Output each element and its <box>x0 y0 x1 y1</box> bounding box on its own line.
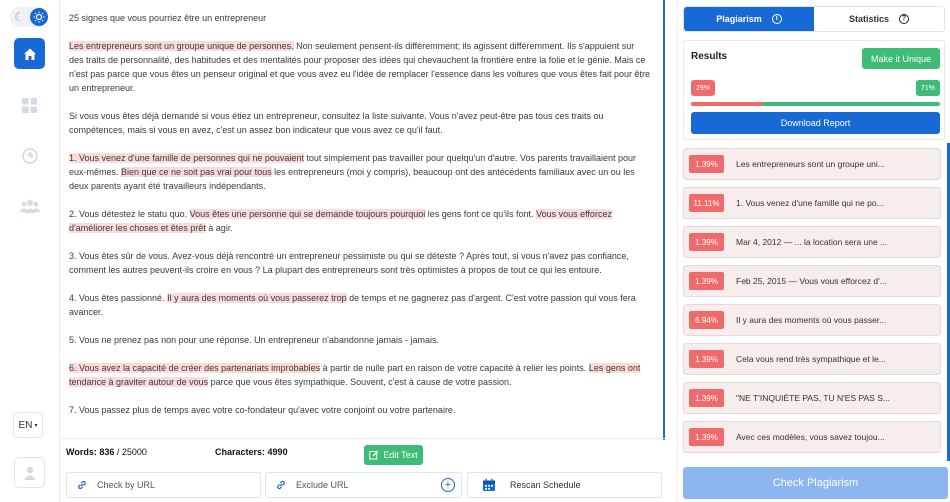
editor-paragraph <box>69 333 651 347</box>
document-body <box>69 39 651 417</box>
exclude-url-field[interactable] <box>265 472 462 498</box>
match-item[interactable] <box>683 226 941 258</box>
theme-toggle[interactable] <box>10 7 48 27</box>
match-percent-badge: 1.39% <box>689 389 724 407</box>
highlighted-match-text[interactable]: Les entrepreneurs sont un groupe unique de personnes. <box>69 41 294 51</box>
match-percent-badge: 11.11% <box>689 194 724 212</box>
match-snippet: Les entrepreneurs sont un groupe uni... <box>736 159 885 169</box>
highlighted-match-text[interactable]: 1. Vous venez d'une famille de personnes qui ne pouvaient <box>69 153 304 163</box>
panel-divider <box>677 0 678 502</box>
highlighted-match-text[interactable]: Vous êtes une personne qui se demande toujours pourquoi <box>189 209 426 219</box>
nav-home-button[interactable] <box>14 38 45 69</box>
text-editor[interactable] <box>61 0 665 440</box>
editor-content[interactable] <box>61 0 663 417</box>
download-report-button[interactable]: Download Report <box>691 112 940 134</box>
sun-icon <box>30 8 48 26</box>
editor-paragraph <box>69 109 651 137</box>
check-by-url-input[interactable] <box>97 480 237 490</box>
document-title: 25 signes que vous pourriez être un entrepreneur <box>69 13 267 23</box>
unique-bar-fill <box>763 102 940 106</box>
info-icon[interactable]: i <box>772 14 782 24</box>
add-exclude-url-icon[interactable]: + <box>441 478 455 492</box>
word-count <box>66 447 147 457</box>
editor-paragraph <box>69 207 651 235</box>
nav-history-button[interactable] <box>14 140 45 171</box>
link-icon <box>67 479 97 491</box>
edit-icon <box>369 450 379 460</box>
rescan-schedule-label: Rescan Schedule <box>510 480 581 490</box>
plagiarism-bar <box>691 102 940 106</box>
editor-paragraph <box>69 39 651 95</box>
match-snippet: Cela vous rend très sympathique et le... <box>736 354 886 364</box>
language-label: EN <box>18 419 33 431</box>
match-snippet: "NE T'INQUIÈTE PAS, TU N'ES PAS S... <box>736 393 890 403</box>
plagiarism-percent-badge: 29% <box>691 80 715 96</box>
make-it-unique-button[interactable]: Make it Unique <box>862 48 940 69</box>
paragraph-text: Non seulement pensent-ils différemment; ils agissent différemment. Ils s'appuient sur des traits de personnalité, des habitudes et des mentalités pour proposer des idées qui chevauchent la frontière entre la folie et le génie. Mais ce n'est pas parce que vous êtes un penseur original et que vous avez eu l'idée de remplacer l'essence dans les voitures que vous êtes fait pour être un entrepreneur. <box>69 41 651 93</box>
match-item[interactable] <box>683 187 941 219</box>
match-item[interactable] <box>683 421 941 453</box>
paragraph-text: 7. Vous passez plus de temps avec votre co-fondateur qu'avec votre conjoint ou votre partenaire. <box>69 405 456 415</box>
paragraph-text: 2. Vous détestez le statu quo. <box>69 209 190 219</box>
character-count <box>215 447 288 457</box>
nav-team-button[interactable] <box>14 190 45 221</box>
match-percent-badge: 1.39% <box>689 350 724 368</box>
user-icon <box>22 465 38 481</box>
team-icon <box>19 198 41 214</box>
match-snippet: 1. Vous venez d'une famille qui ne po... <box>736 198 884 208</box>
characters-count: 4990 <box>267 447 288 457</box>
editor-paragraph <box>69 151 651 193</box>
tab-plagiarism[interactable] <box>684 7 814 31</box>
words-count: 836 <box>99 447 115 457</box>
check-by-url-field[interactable] <box>66 472 261 498</box>
editor-paragraph <box>69 403 651 417</box>
match-item[interactable] <box>683 148 941 180</box>
results-panel <box>683 0 950 502</box>
edit-text-label: Edit Text <box>383 450 418 460</box>
rescan-schedule-button[interactable] <box>467 472 662 498</box>
paragraph-text: les entrepreneurs (moi y compris), beaucoup ont des antécédents familiaux avec un ou les deux parents ayant été travailleurs indépendants. <box>69 167 635 191</box>
editor-divider <box>61 438 665 439</box>
check-plagiarism-button[interactable]: Check Plagiarism <box>683 467 948 499</box>
match-item[interactable] <box>683 382 941 414</box>
tab-statistics[interactable] <box>814 7 944 31</box>
words-label: Words: <box>66 447 97 457</box>
paragraph-text: 4. Vous êtes passionné. <box>69 293 168 303</box>
match-item[interactable] <box>683 343 941 375</box>
highlighted-match-text[interactable]: Les gens ont tendance à graviter autour de vous <box>69 363 641 387</box>
editor-paragraph <box>69 361 651 389</box>
language-selector[interactable] <box>13 412 43 438</box>
paragraph-text: parce que vous êtes sympathique. Souvent, c'est à cause de votre passion. <box>208 377 512 387</box>
match-list <box>683 143 950 461</box>
paragraph-text: à agir. <box>205 223 233 233</box>
match-item[interactable] <box>683 304 941 336</box>
nav-dashboard-button[interactable] <box>14 90 45 121</box>
home-icon <box>22 46 38 62</box>
history-icon <box>21 147 39 165</box>
match-snippet: Avec ces modèles, vous savez toujou... <box>736 432 885 442</box>
tab-plagiarism-label: Plagiarism <box>716 14 762 24</box>
match-percent-badge: 1.39% <box>689 428 724 446</box>
highlighted-match-text[interactable]: Vous vous efforcez d'améliorer les choses et êtes prêt <box>69 209 612 233</box>
calendar-icon <box>468 478 510 492</box>
paragraph-text: de temps et ne gagnerez pas d'argent. C'est votre passion qui vous fera avancer. <box>69 293 636 317</box>
match-snippet: Il y aura des moments où vous passer... <box>736 315 887 325</box>
paragraph-text: à partir de nulle part en raison de votre capacité à relier les points. <box>320 363 589 373</box>
moon-icon: ☾ <box>14 10 25 24</box>
plagiarism-bar-fill <box>691 102 763 106</box>
words-limit: / 25000 <box>114 447 147 457</box>
chevron-down-icon: ▾ <box>34 422 38 429</box>
match-percent-badge: 1.39% <box>689 272 724 290</box>
match-snippet: Feb 25, 2015 — Vous vous efforcez d'... <box>736 276 887 286</box>
characters-label: Characters: <box>215 447 266 457</box>
link-icon <box>266 479 296 491</box>
highlighted-match-text[interactable]: 6. Vous avez la capacité de créer des partenariats improbables <box>69 363 321 373</box>
paragraph-text: les gens font ce qu'ils font. <box>425 209 537 219</box>
highlighted-match-text[interactable]: Bien que ce ne soit pas vrai pour tous <box>121 167 272 177</box>
panel-tabs <box>683 6 945 32</box>
paragraph-text: 5. Vous ne prenez pas non pour une réponse. Un entrepreneur n'abandonne jamais - jamais. <box>69 335 439 345</box>
profile-button[interactable] <box>14 457 45 488</box>
match-percent-badge: 6.94% <box>689 311 724 329</box>
dashboard-icon <box>21 97 38 114</box>
paragraph-text: Si vous vous êtes déjà demandé si vous étiez un entrepreneur, consultez la liste suivante. Vous n'avez peut-être pas tous ces traits ou compétences, mais si vous en avez, c'est un assez bon indicateur que vous avez ce qu'il faut. <box>69 111 604 135</box>
match-snippet: Mar 4, 2012 — ... la location sera une ... <box>736 237 888 247</box>
left-rail <box>0 0 60 502</box>
exclude-url-input[interactable] <box>296 480 436 490</box>
paragraph-text: 3. Vous êtes sûr de vous. Avez-vous déjà rencontré un entrepreneur pessimiste ou qui se déteste ? Après tout, si vous n'avez pas confiance, comment les autres peuvent-ils croire en vous ? La plupart des entrepreneurs sont très optimistes à propos de tout ce qui les entoure. <box>69 251 629 275</box>
results-title: Results <box>691 51 728 62</box>
unique-percent-badge: 71% <box>916 80 940 96</box>
match-percent-badge: 1.39% <box>689 233 724 251</box>
match-item[interactable] <box>683 265 941 297</box>
help-icon[interactable]: ? <box>899 14 909 24</box>
highlighted-match-text[interactable]: Il y aura des moments où vous passerez trop <box>167 293 347 303</box>
tab-statistics-label: Statistics <box>848 14 890 24</box>
edit-text-button[interactable] <box>364 445 423 465</box>
editor-paragraph <box>69 291 651 319</box>
editor-paragraph <box>69 249 651 277</box>
match-percent-badge: 1.39% <box>689 155 724 173</box>
paragraph-text: tout simplement pas travailler pour quelqu'un d'autre. Vos parents travaillaient pour eux-mêmes. <box>69 153 637 177</box>
results-box <box>683 40 945 140</box>
